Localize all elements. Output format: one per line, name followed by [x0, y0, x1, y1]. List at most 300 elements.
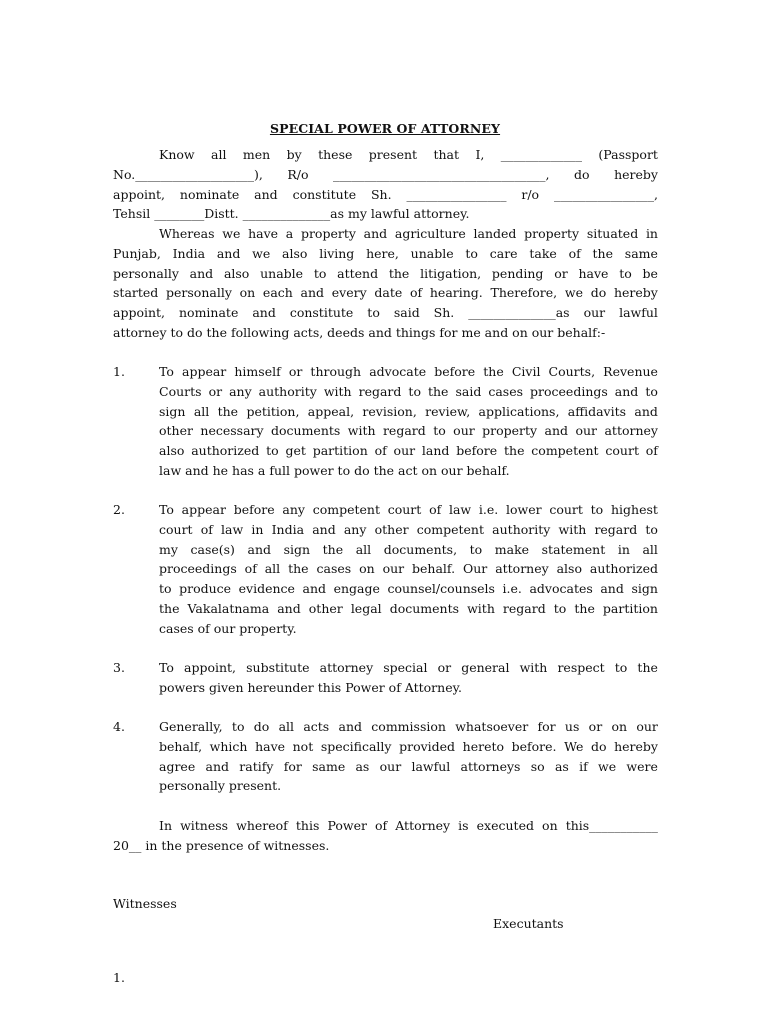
- word: and: [614, 383, 639, 399]
- word: of: [200, 521, 213, 537]
- word: ______________as: [468, 305, 570, 321]
- word: court: [605, 443, 639, 459]
- word: all: [642, 541, 658, 557]
- word: through: [310, 364, 362, 379]
- word: engage: [333, 581, 380, 597]
- word: petition,: [246, 403, 300, 419]
- word: here,: [366, 245, 399, 261]
- word: in: [645, 226, 658, 241]
- word: commission: [371, 719, 446, 734]
- word: advocate: [369, 364, 427, 379]
- word: the: [592, 245, 614, 261]
- word: provided: [399, 738, 456, 754]
- word: documents,: [383, 541, 458, 557]
- word: for: [537, 719, 556, 734]
- word: We: [564, 738, 584, 754]
- word: do: [590, 738, 607, 754]
- word: get: [285, 443, 306, 459]
- word: authority: [492, 521, 551, 537]
- word: or: [288, 364, 303, 379]
- word: In: [159, 818, 172, 833]
- word: which: [209, 738, 248, 754]
- text-line: [159, 421, 658, 441]
- word: necessary: [200, 423, 264, 439]
- word: of: [244, 561, 257, 577]
- word: to: [645, 383, 658, 399]
- word: appeal,: [307, 403, 355, 419]
- word: this___________: [565, 818, 658, 833]
- word: before.: [511, 738, 557, 754]
- word: on: [239, 285, 256, 301]
- word: executed: [476, 818, 534, 833]
- word: and: [247, 541, 272, 557]
- word: the: [217, 403, 239, 419]
- word: also: [159, 443, 185, 459]
- word: any: [343, 521, 367, 537]
- word: attorneys: [460, 758, 521, 774]
- word: to: [433, 423, 446, 439]
- word: as: [554, 758, 569, 774]
- clause-text: [159, 362, 658, 481]
- text-line: [159, 658, 658, 678]
- word: to: [313, 265, 327, 281]
- word: present: [368, 147, 418, 162]
- word: substitute: [246, 660, 310, 675]
- word: or: [437, 660, 452, 675]
- word: competent: [312, 502, 380, 517]
- word: the: [574, 600, 595, 616]
- whereas-paragraph: [113, 224, 658, 343]
- word: we: [222, 226, 241, 241]
- word: documents: [389, 600, 460, 616]
- word: to: [619, 265, 632, 281]
- word: R/o: [287, 166, 309, 182]
- word: hearing.: [429, 285, 483, 301]
- word: other: [374, 521, 409, 537]
- text-line: [159, 500, 658, 520]
- word: Whereas: [159, 226, 215, 241]
- word: take: [529, 245, 557, 261]
- intro-paragraph: [113, 145, 658, 224]
- word: make: [494, 541, 530, 557]
- word: Punjab,: [113, 245, 161, 261]
- text-line: [159, 362, 658, 382]
- word: nominate: [179, 186, 240, 202]
- text-line: [113, 283, 658, 303]
- word: sign: [159, 403, 186, 419]
- word: to: [408, 383, 421, 399]
- word: of: [429, 502, 442, 517]
- word: Power: [327, 818, 367, 833]
- word: authorized: [589, 561, 658, 577]
- word: produce: [179, 581, 232, 597]
- word: and: [216, 245, 241, 261]
- word: sign: [283, 541, 311, 557]
- text-line: law and he has a full power to do the act on our behalf.: [159, 462, 510, 478]
- word: r/o: [521, 186, 540, 202]
- word: behalf.: [412, 561, 456, 577]
- word: competent: [416, 521, 485, 537]
- text-line: [159, 599, 658, 619]
- word: all: [355, 541, 372, 557]
- word: appoint,: [113, 186, 166, 202]
- text-line: [159, 717, 658, 737]
- word: before: [233, 502, 275, 517]
- word: Our: [463, 561, 488, 577]
- word: my: [159, 541, 178, 557]
- word: or: [208, 383, 223, 399]
- word: and: [634, 403, 658, 419]
- text-line: [159, 737, 658, 757]
- text-line: [159, 382, 658, 402]
- word: partition: [602, 600, 658, 616]
- text-line: [159, 520, 658, 540]
- word: Civil: [511, 364, 541, 379]
- text-line: [113, 165, 658, 185]
- word: we: [598, 758, 617, 774]
- word: regard: [382, 423, 426, 439]
- word: appoint,: [184, 660, 237, 675]
- word: hereby: [614, 738, 658, 754]
- word: started: [113, 285, 159, 301]
- word: and: [363, 226, 388, 241]
- word: personally: [166, 285, 232, 301]
- word: of: [568, 245, 581, 261]
- word: with: [558, 521, 587, 537]
- word: to: [614, 660, 628, 675]
- word: Know: [159, 147, 195, 162]
- word: constitute: [289, 305, 354, 321]
- text-line: cases of our property.: [159, 620, 297, 636]
- word: attorney: [495, 561, 549, 577]
- word: i.e.: [478, 502, 499, 517]
- word: hereby: [613, 285, 658, 301]
- word: authority: [258, 383, 317, 399]
- word: appoint,: [113, 305, 166, 321]
- word: the: [427, 383, 449, 399]
- text-line: [113, 264, 658, 284]
- word: and: [302, 581, 327, 597]
- word: of: [410, 285, 423, 301]
- word: himself: [234, 364, 281, 379]
- clause-text: [159, 717, 658, 796]
- word: and: [300, 285, 325, 301]
- word: _____________: [500, 147, 583, 162]
- word: documents: [271, 423, 341, 439]
- word: every: [331, 285, 367, 301]
- word: to: [553, 600, 567, 616]
- word: Therefore,: [490, 285, 558, 301]
- word: cases: [488, 383, 524, 399]
- word: have: [255, 738, 286, 754]
- text-line: personally present.: [159, 778, 282, 794]
- word: the: [388, 265, 410, 281]
- word: lawful: [619, 305, 658, 321]
- word: for: [283, 758, 302, 774]
- word: To: [159, 502, 174, 517]
- word: property: [300, 226, 356, 241]
- word: law: [221, 521, 244, 537]
- word: property: [482, 423, 538, 439]
- word: of: [375, 818, 388, 833]
- word: proceedings: [530, 383, 608, 399]
- word: not: [292, 738, 314, 754]
- word: unable: [410, 245, 454, 261]
- word: general: [461, 660, 510, 675]
- word: court: [549, 502, 583, 517]
- executants-label: Executants: [493, 916, 564, 931]
- word: Sh.: [433, 305, 455, 321]
- text-line: [159, 757, 658, 777]
- word: that: [433, 147, 460, 162]
- word: we: [564, 285, 583, 301]
- word: Sh.: [370, 186, 392, 202]
- clause-number: 2.: [113, 502, 125, 517]
- word: Generally,: [159, 719, 223, 734]
- word: Courts: [159, 383, 202, 399]
- word: our: [636, 719, 658, 734]
- clause-number: 4.: [113, 719, 125, 734]
- word: litigation,: [420, 265, 482, 281]
- word: lower: [505, 502, 542, 517]
- word: the: [322, 541, 344, 557]
- word: before: [434, 364, 476, 379]
- word: do: [590, 285, 607, 301]
- text-line: powers given hereunder this Power of Attorney.: [159, 679, 462, 695]
- word: of: [374, 443, 387, 459]
- word: also: [223, 265, 250, 281]
- word: acts: [303, 719, 330, 734]
- word: on: [359, 561, 375, 577]
- word: court: [387, 502, 422, 517]
- word: have: [578, 265, 609, 281]
- word: highest: [610, 502, 658, 517]
- word: witness: [180, 818, 229, 833]
- word: court: [159, 521, 193, 537]
- word: and: [254, 186, 278, 202]
- word: and: [312, 521, 336, 537]
- word: do: [574, 166, 590, 182]
- word: also: [556, 561, 582, 577]
- word: regard: [594, 521, 638, 537]
- word: with: [467, 600, 495, 616]
- word: I,: [475, 147, 485, 162]
- word: and: [544, 423, 569, 439]
- word: in: [251, 521, 264, 537]
- word: and: [277, 600, 301, 616]
- word: unable: [260, 265, 304, 281]
- word: any: [282, 502, 305, 517]
- text-line: [159, 540, 658, 560]
- text-line: attorney to do the following acts, deeds and things for me and on our behalf:-: [113, 324, 606, 340]
- word: Vakalatnama: [187, 600, 270, 616]
- word: regard: [358, 383, 402, 399]
- word: or: [588, 719, 603, 734]
- word: ________________: [406, 186, 507, 202]
- word: other: [159, 423, 193, 439]
- word: ratify: [239, 758, 274, 774]
- word: all: [211, 147, 227, 162]
- word: our: [379, 758, 402, 774]
- word: legal: [350, 600, 382, 616]
- word: partition: [312, 443, 368, 459]
- witness-number: 1.: [113, 970, 125, 985]
- word: appear: [182, 364, 227, 379]
- word: if: [579, 758, 588, 774]
- word: whereof: [236, 818, 288, 833]
- word: same: [624, 245, 658, 261]
- text-line: [113, 224, 658, 244]
- text-line: [159, 559, 658, 579]
- word: any: [229, 383, 252, 399]
- word: also: [282, 245, 308, 261]
- word: as: [355, 758, 370, 774]
- word: personally: [113, 265, 179, 281]
- word: attorney: [604, 423, 658, 439]
- text-line: [113, 145, 658, 165]
- word: said: [455, 383, 482, 399]
- word: (Passport: [598, 147, 658, 162]
- word: Attorney: [395, 818, 451, 833]
- word: attorney: [319, 660, 374, 675]
- word: same: [312, 758, 346, 774]
- word: with: [519, 660, 548, 675]
- word: our: [575, 423, 598, 439]
- word: landed: [473, 226, 517, 241]
- word: advocates: [529, 581, 593, 597]
- word: ________________,: [553, 186, 658, 202]
- word: a: [285, 226, 294, 241]
- word: of: [645, 443, 658, 459]
- word: and: [600, 581, 624, 597]
- word: and: [252, 305, 276, 321]
- word: our: [583, 305, 606, 321]
- word: this: [295, 818, 320, 833]
- word: the: [483, 364, 504, 379]
- word: and: [205, 758, 230, 774]
- word: so: [530, 758, 545, 774]
- word: attend: [337, 265, 379, 281]
- word: to: [231, 719, 245, 734]
- word: living: [319, 245, 355, 261]
- word: the: [288, 561, 309, 577]
- word: specifically: [320, 738, 392, 754]
- text-line: [113, 185, 658, 205]
- word: appear: [181, 502, 226, 517]
- word: or: [554, 265, 568, 281]
- word: competent: [531, 443, 599, 459]
- word: men: [242, 147, 271, 162]
- witnesses-label: Witnesses: [113, 896, 177, 911]
- word: special: [383, 660, 428, 675]
- word: pending: [491, 265, 544, 281]
- word: these: [318, 147, 353, 162]
- word: Courts,: [548, 364, 596, 379]
- word: our: [382, 561, 405, 577]
- word: all: [193, 403, 210, 419]
- word: in: [617, 541, 630, 557]
- word: affidavits: [567, 403, 627, 419]
- word: nominate: [179, 305, 239, 321]
- word: us: [564, 719, 580, 734]
- text-line: [159, 579, 658, 599]
- word: our: [453, 423, 475, 439]
- word: to: [645, 521, 658, 537]
- word: authorized: [191, 443, 260, 459]
- word: to: [465, 245, 478, 261]
- word: to: [590, 502, 604, 517]
- document-title: SPECIAL POWER OF ATTORNEY: [269, 121, 501, 136]
- word: the: [159, 600, 180, 616]
- word: agriculture: [394, 226, 466, 241]
- word: our: [393, 443, 416, 459]
- word: to: [367, 305, 380, 321]
- word: __________________________________,: [333, 166, 550, 182]
- word: care: [489, 245, 518, 261]
- word: to: [469, 541, 483, 557]
- word: we: [252, 245, 271, 261]
- word: with: [323, 383, 352, 399]
- text-line: [113, 303, 658, 323]
- word: Revenue: [603, 364, 658, 379]
- word: by: [286, 147, 302, 162]
- word: hereto: [462, 738, 505, 754]
- word: India: [172, 245, 206, 261]
- word: whatsoever: [455, 719, 529, 734]
- word: sign: [631, 581, 658, 597]
- word: statement: [541, 541, 606, 557]
- word: case(s): [190, 541, 235, 557]
- word: agree: [159, 758, 196, 774]
- word: is: [458, 818, 469, 833]
- word: to: [266, 443, 279, 459]
- word: and: [338, 719, 363, 734]
- clause-number: 1.: [113, 364, 125, 379]
- word: have: [248, 226, 279, 241]
- text-line: [113, 816, 658, 836]
- clause-text: [159, 500, 658, 639]
- clause-number: 3.: [113, 660, 125, 675]
- word: property: [524, 226, 580, 241]
- word: proceedings: [159, 561, 237, 577]
- clause-text: [159, 658, 658, 698]
- word: No.___________________),: [113, 166, 263, 182]
- word: do: [253, 719, 270, 734]
- word: to: [159, 581, 172, 597]
- text-line: 20__ in the presence of witnesses.: [113, 837, 330, 853]
- word: review,: [425, 403, 471, 419]
- word: behalf,: [159, 738, 203, 754]
- word: evidence: [238, 581, 295, 597]
- word: respect: [557, 660, 605, 675]
- word: applications,: [478, 403, 560, 419]
- word: the: [504, 443, 525, 459]
- word: be: [642, 265, 658, 281]
- word: were: [626, 758, 658, 774]
- word: with: [347, 423, 376, 439]
- word: and: [189, 265, 214, 281]
- word: before: [456, 443, 498, 459]
- word: revision,: [362, 403, 417, 419]
- word: all: [278, 719, 295, 734]
- text-line: [113, 244, 658, 264]
- text-line: [159, 402, 658, 422]
- witness-paragraph: [113, 816, 658, 856]
- text-line: [159, 441, 658, 461]
- word: land: [421, 443, 450, 459]
- word: all: [264, 561, 281, 577]
- word: other: [308, 600, 343, 616]
